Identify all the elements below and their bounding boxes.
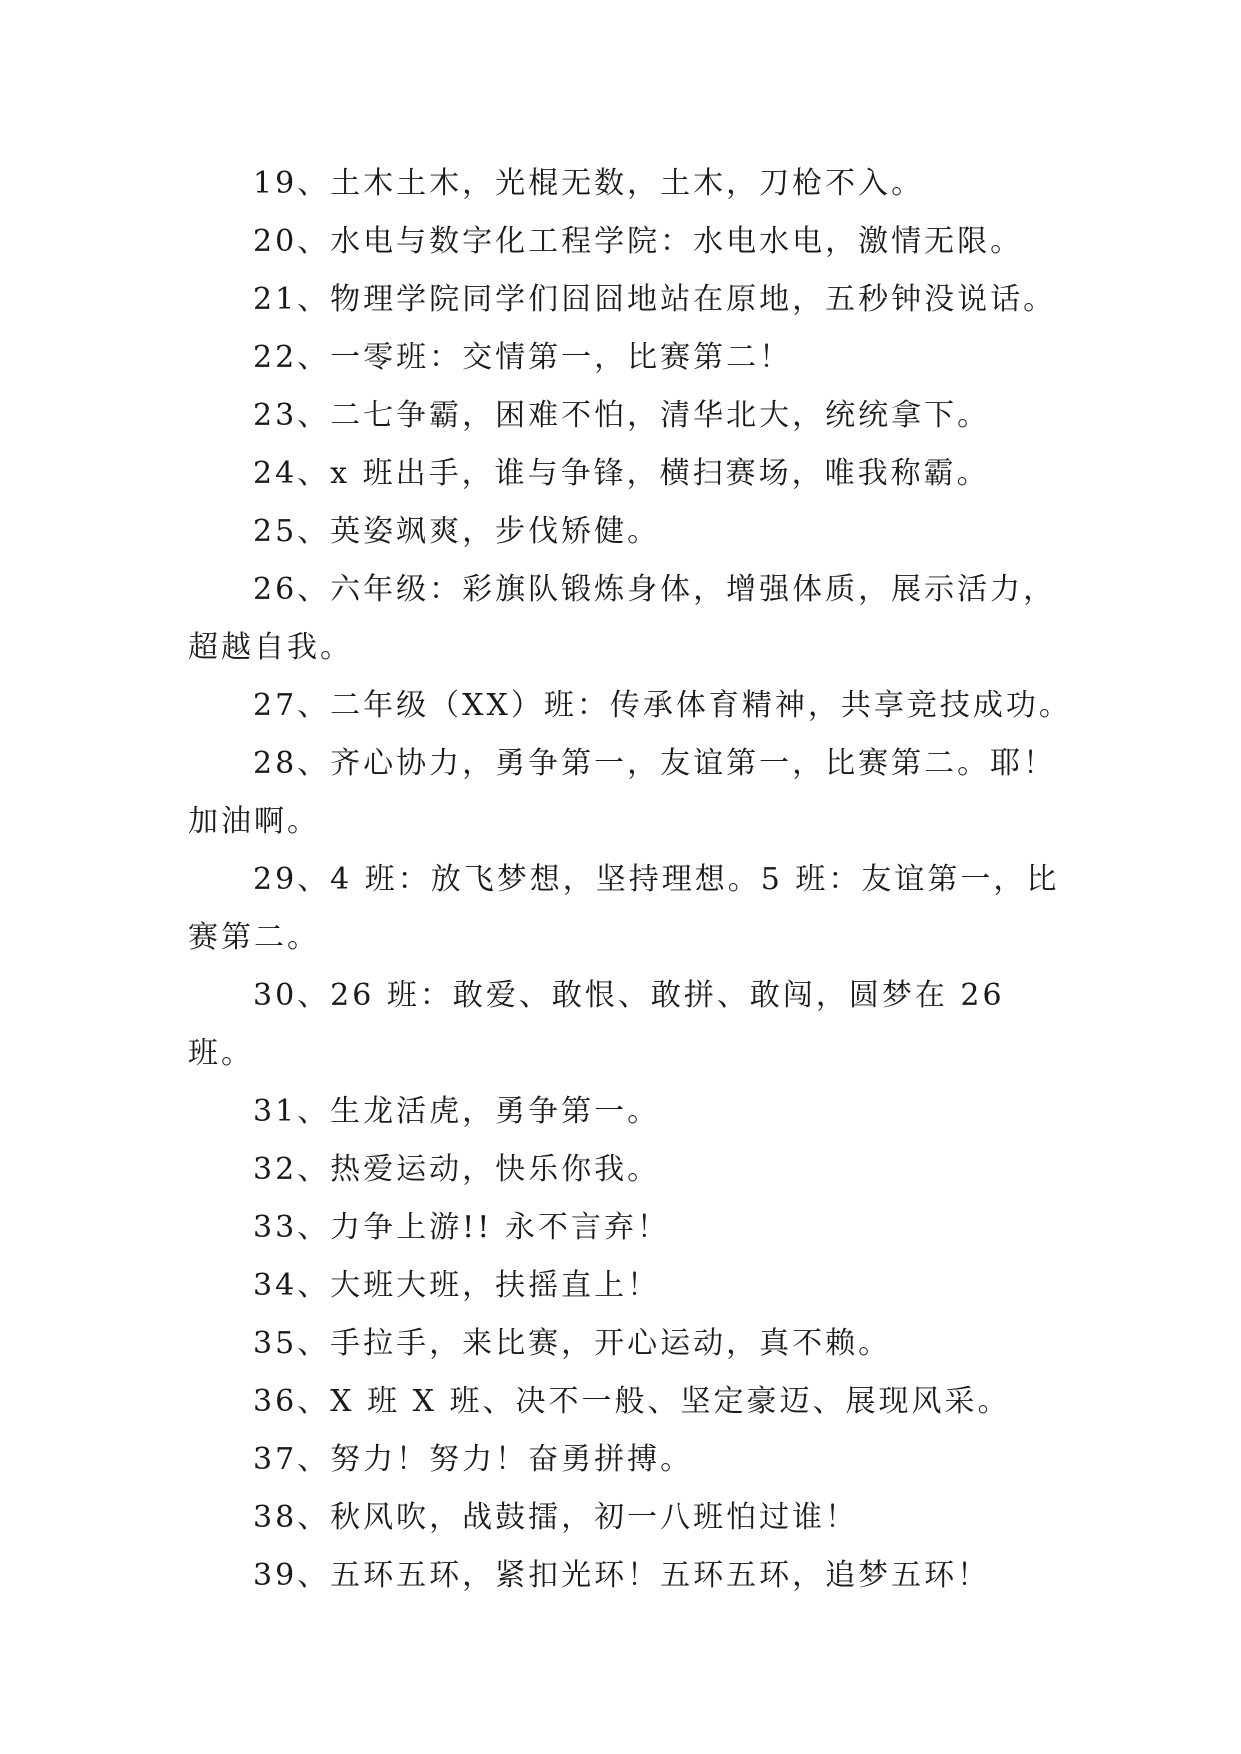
paragraph: 36、X 班 X 班、决不一般、坚定豪迈、展现风采。 bbox=[253, 1384, 1011, 1419]
paragraph: 27、二年级（XX）班：传承体育精神，共享竞技成功。 bbox=[253, 688, 1072, 723]
paragraph: 39、五环五环，紧扣光环！五环五环，追梦五环！ bbox=[253, 1558, 991, 1593]
paragraph: 29、4 班：放飞梦想，坚持理想。5 班：友谊第一，比赛第二。 bbox=[188, 862, 1060, 955]
paragraph: 34、大班大班，扶摇直上！ bbox=[253, 1268, 661, 1303]
paragraph: 33、力争上游!! 永不言弃！ bbox=[253, 1210, 670, 1245]
paragraph: 24、x 班出手，谁与争锋，横扫赛场，唯我称霸。 bbox=[253, 456, 990, 491]
paragraph: 30、26 班：敢爱、敢恨、敢拼、敢闯，圆梦在 26 班。 bbox=[188, 978, 1005, 1071]
paragraph: 31、生龙活虎，勇争第一。 bbox=[253, 1094, 661, 1129]
slogan-list bbox=[188, 155, 1078, 1605]
paragraph: 35、手拉手，来比赛，开心运动，真不赖。 bbox=[253, 1326, 892, 1361]
paragraph: 32、热爱运动，快乐你我。 bbox=[253, 1152, 661, 1187]
paragraph: 20、水电与数字化工程学院：水电水电，激情无限。 bbox=[253, 224, 1024, 259]
paragraph: 26、六年级：彩旗队锻炼身体，增强体质，展示活力，超越自我。 bbox=[188, 572, 1057, 665]
paragraph: 21、物理学院同学们囧囧地站在原地，五秒钟没说话。 bbox=[253, 282, 1057, 317]
paragraph: 25、英姿飒爽，步伐矫健。 bbox=[253, 514, 661, 549]
paragraph: 28、齐心协力，勇争第一，友谊第一，比赛第二。耶！加油啊。 bbox=[188, 746, 1057, 839]
paragraph: 22、一零班：交情第一，比赛第二！ bbox=[253, 340, 793, 375]
paragraph: 19、土木土木，光棍无数，土木，刀枪不入。 bbox=[253, 166, 925, 201]
paragraph: 37、努力！努力！奋勇拼搏。 bbox=[253, 1442, 694, 1477]
paragraph: 38、秋风吹，战鼓擂，初一八班怕过谁！ bbox=[253, 1500, 859, 1535]
paragraph: 23、二七争霸，困难不怕，清华北大，统统拿下。 bbox=[253, 398, 991, 433]
